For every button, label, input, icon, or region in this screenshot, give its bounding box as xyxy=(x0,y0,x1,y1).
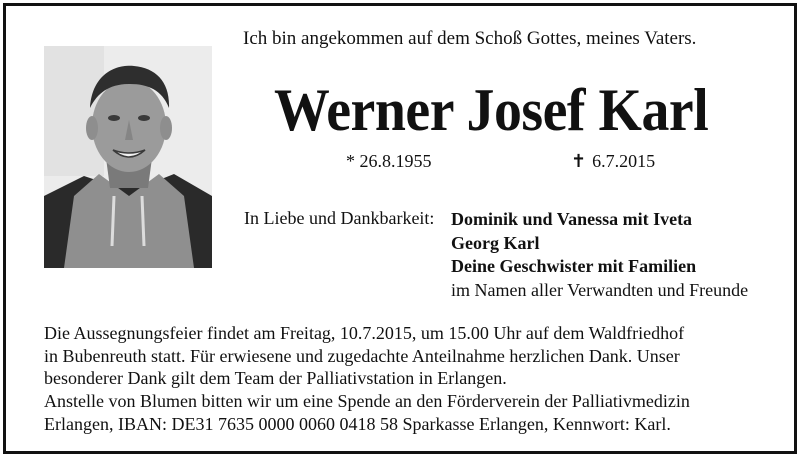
thanks-label: In Liebe und Dankbarkeit: xyxy=(244,208,435,228)
mourner-line: Georg Karl xyxy=(451,232,540,253)
paragraph-line: besonderer Dank gilt dem Team der Palliativstation in Erlangen. xyxy=(44,368,507,389)
death-date-line xyxy=(571,151,655,172)
paragraph-line: Anstelle von Blumen bitten wir um eine Spende an den Förderverein der Palliativmedizin xyxy=(44,391,690,411)
quote-text: Ich bin angekommen auf dem Schoß Gottes, meines Vaters. xyxy=(243,28,697,49)
mourner-line: Deine Geschwister mit Familien xyxy=(451,256,697,276)
death-date: 6.7.2015 xyxy=(592,151,656,171)
paragraph-line: in Bubenreuth statt. Für erwiesene und zugedachte Anteilnahme herzlichen Dank. Unser xyxy=(44,345,680,366)
birth-date: * 26.8.1955 xyxy=(346,151,432,171)
cross-icon: ✝ xyxy=(571,151,587,172)
donation-paragraph xyxy=(44,390,764,435)
paragraph-line: Erlangen, IBAN: DE31 7635 0000 0060 0418 58 Sparkasse Erlangen, Kennwort: Karl. xyxy=(44,413,671,434)
obituary-frame xyxy=(3,3,797,454)
mourners-list xyxy=(451,208,748,302)
portrait-photo xyxy=(44,46,212,268)
mourner-relatives-line: im Namen aller Verwandten und Freunde xyxy=(451,279,749,300)
mourner-line: Dominik und Vanessa mit Iveta xyxy=(451,209,693,229)
deceased-name: Werner Josef Karl xyxy=(274,77,709,143)
ceremony-paragraph xyxy=(44,322,764,390)
paragraph-line: Die Aussegnungsfeier findet am Freitag, 10.7.2015, um 15.00 Uhr auf dem Waldfriedhof xyxy=(44,323,685,343)
